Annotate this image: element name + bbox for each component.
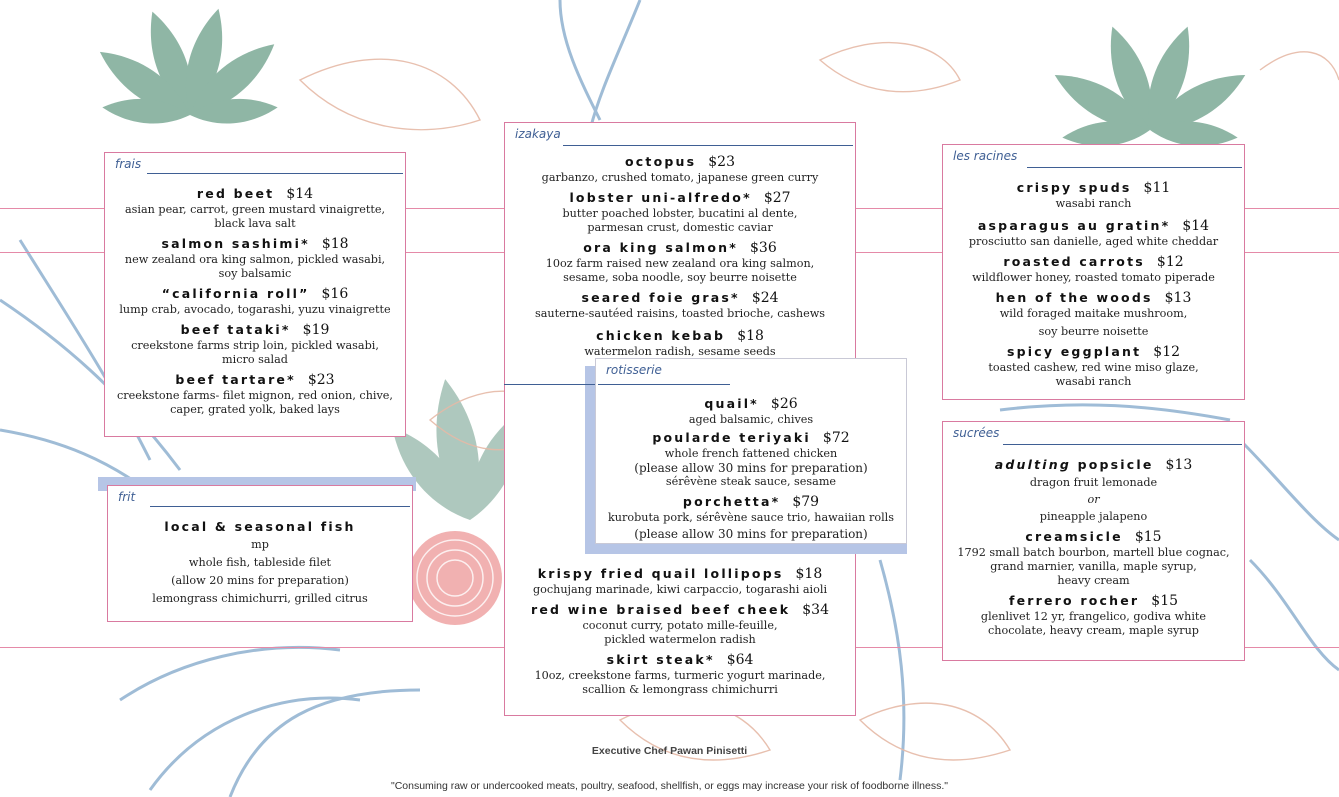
- item-desc: (allow 20 mins for preparation): [171, 574, 349, 587]
- item-desc: 10oz, creekstone farms, turmeric yogurt marinade,: [534, 669, 826, 682]
- item-name: creamsicle: [1025, 529, 1123, 544]
- item-name: poularde teriyaki: [652, 430, 811, 445]
- menu-item: [943, 528, 1244, 588]
- item-desc: sesame, soba noodle, soy beurre noisette: [563, 271, 797, 284]
- item-price: $12: [1156, 254, 1184, 270]
- menu-item: [596, 493, 906, 541]
- menu-item: [596, 395, 906, 427]
- item-desc: scallion & lemongrass chimichurri: [582, 683, 778, 696]
- item-price: $13: [1164, 290, 1192, 306]
- item-price: $12: [1153, 344, 1181, 360]
- item-desc: sérêvène steak sauce, sesame: [665, 475, 837, 488]
- item-name: krispy fried quail lollipops: [537, 566, 784, 581]
- item-price: $23: [708, 154, 735, 170]
- item-desc: butter poached lobster, bucatini al dente,: [562, 207, 798, 220]
- item-price: $18: [737, 328, 764, 344]
- menu-item: [505, 651, 855, 697]
- menu-item: [505, 565, 855, 597]
- item-name: local & seasonal fish: [164, 519, 356, 534]
- item-desc: mp: [251, 538, 269, 551]
- item-desc: aged balsamic, chives: [688, 413, 814, 426]
- item-price: $11: [1143, 180, 1171, 196]
- item-price: $14: [1182, 218, 1210, 234]
- item-desc: asian pear, carrot, green mustard vinaigrette,: [124, 203, 386, 216]
- item-desc: glenlivet 12 yr, frangelico, godiva white: [980, 610, 1207, 623]
- item-desc: kurobuta pork, sérêvène sauce trio, hawaiian rolls: [608, 511, 894, 524]
- rotisserie-rule-left: [504, 384, 596, 385]
- frais-section: [104, 152, 406, 437]
- item-price: $16: [321, 286, 349, 302]
- item-price: $79: [792, 494, 820, 510]
- menu-item: [105, 285, 405, 317]
- rotisserie-accent-bar: [585, 366, 595, 554]
- item-price: $15: [1151, 593, 1179, 609]
- menu-item: [505, 289, 855, 321]
- item-price: $13: [1165, 457, 1193, 473]
- sucrees-section: [942, 421, 1245, 661]
- item-desc: pineapple jalapeno: [1039, 510, 1148, 523]
- menu-item: [105, 371, 405, 417]
- item-desc: whole fish, tableside filet: [188, 556, 332, 569]
- item-desc: micro salad: [222, 353, 288, 366]
- item-name: hen of the woods: [995, 290, 1153, 305]
- menu-item: [943, 217, 1244, 249]
- menu-item: [105, 235, 405, 281]
- item-name: asparagus au gratin*: [977, 218, 1171, 233]
- frit-section: [107, 485, 413, 622]
- item-name: red beet: [196, 186, 275, 201]
- menu-item: [943, 289, 1244, 339]
- item-name: lobster uni-alfredo*: [569, 190, 752, 205]
- item-desc: 1792 small batch bourbon, martell blue cognac,: [957, 546, 1230, 559]
- section-rule: [1027, 167, 1242, 168]
- menu-item: [105, 321, 405, 367]
- item-name: porchetta*: [682, 494, 781, 509]
- item-desc: creekstone farms- filet mignon, red onion, chive,: [117, 389, 393, 402]
- item-price: $23: [307, 372, 335, 388]
- item-name: spicy eggplant: [1006, 344, 1142, 359]
- item-name: skirt steak*: [606, 652, 715, 667]
- menu-item: [943, 253, 1244, 285]
- section-title: frit: [118, 490, 136, 504]
- item-desc: gochujang marinade, kiwi carpaccio, togarashi aioli: [532, 583, 828, 596]
- chef-credit: Executive Chef Pawan Pinisetti: [591, 745, 748, 757]
- item-desc: pickled watermelon radish: [604, 633, 756, 646]
- item-desc: caper, grated yolk, baked lays: [170, 403, 340, 416]
- menu-item: [943, 456, 1244, 524]
- item-price: $27: [763, 190, 791, 206]
- les-racines-section: [942, 144, 1245, 400]
- item-price: $64: [726, 652, 754, 668]
- item-desc: watermelon radish, sesame seeds: [584, 345, 776, 358]
- menu-item: [105, 185, 405, 231]
- item-price: $14: [286, 186, 314, 202]
- item-desc: black lava salt: [214, 217, 296, 230]
- item-desc: whole french fattened chicken: [664, 447, 838, 460]
- food-safety-disclaimer: "Consuming raw or undercooked meats, poultry, seafood, shellfish, or eggs may increase your risk of foodborne illness.": [390, 780, 949, 792]
- rotisserie-accent-bottom: [585, 544, 907, 554]
- item-price: $24: [751, 290, 779, 306]
- section-title: izakaya: [515, 127, 561, 141]
- menu-item: [505, 153, 855, 185]
- item-price: $72: [822, 430, 850, 446]
- item-desc: creekstone farms strip loin, pickled wasabi,: [131, 339, 379, 352]
- item-name: ferrero rocher: [1008, 593, 1140, 608]
- item-name: popsicle: [1077, 457, 1154, 472]
- item-name: seared foie gras*: [581, 290, 740, 305]
- item-desc: prosciutto san danielle, aged white cheddar: [968, 235, 1219, 248]
- item-desc: (please allow 30 mins for preparation): [634, 461, 868, 475]
- menu-item: [943, 343, 1244, 389]
- rotisserie-section: [595, 358, 907, 544]
- item-name: beef tartare*: [175, 372, 296, 387]
- item-desc: wild foraged maitake mushroom,: [999, 307, 1188, 320]
- item-name: chicken kebab: [596, 328, 726, 343]
- item-desc: dragon fruit lemonade: [1029, 476, 1158, 489]
- green-leaves-top-right: [1047, 21, 1253, 149]
- item-price: $15: [1134, 529, 1162, 545]
- item-price: $36: [750, 240, 777, 256]
- item-desc: wasabi ranch: [1055, 375, 1132, 388]
- item-name: salmon sashimi*: [161, 236, 310, 251]
- pink-circle-ornament: [408, 531, 502, 625]
- menu-item: [943, 592, 1244, 638]
- item-desc: lemongrass chimichurri, grilled citrus: [152, 592, 368, 605]
- item-name: beef tataki*: [180, 322, 291, 337]
- item-name-italic: adulting: [994, 457, 1071, 472]
- item-name: crispy spuds: [1016, 180, 1132, 195]
- section-title: rotisserie: [606, 363, 662, 377]
- section-rule: [150, 506, 410, 507]
- item-desc: (please allow 30 mins for preparation): [634, 527, 868, 541]
- item-price: $18: [795, 566, 823, 582]
- item-name: “california roll”: [161, 286, 310, 301]
- item-desc: sauterne-sautéed raisins, toasted brioche, cashews: [534, 307, 826, 320]
- item-price: $19: [302, 322, 330, 338]
- item-desc: parmesan crust, domestic caviar: [587, 221, 773, 234]
- menu-item: [505, 327, 855, 359]
- item-desc: 10oz farm raised new zealand ora king salmon,: [545, 257, 815, 270]
- menu-item: [505, 239, 855, 285]
- item-price: $26: [770, 396, 798, 412]
- item-desc: soy balsamic: [218, 267, 292, 280]
- item-desc: garbanzo, crushed tomato, japanese green curry: [541, 171, 819, 184]
- item-price: $18: [321, 236, 349, 252]
- item-or: or: [1087, 493, 1100, 506]
- item-name: octopus: [625, 154, 697, 169]
- section-rule: [147, 173, 403, 174]
- section-rule: [1003, 444, 1242, 445]
- item-desc: wasabi ranch: [1055, 197, 1132, 210]
- item-desc: wildflower honey, roasted tomato piperade: [972, 271, 1215, 284]
- section-title: frais: [115, 157, 142, 171]
- item-desc: grand marnier, vanilla, maple syrup,: [990, 560, 1197, 573]
- section-title: sucrées: [953, 426, 1000, 440]
- item-name: red wine braised beef cheek: [531, 602, 791, 617]
- item-desc: coconut curry, potato mille-feuille,: [582, 619, 778, 632]
- item-desc: lump crab, avocado, togarashi, yuzu vinaigrette: [119, 303, 391, 316]
- item-name: roasted carrots: [1003, 254, 1145, 269]
- item-desc: heavy cream: [1057, 574, 1130, 587]
- section-rule: [598, 384, 730, 385]
- item-desc: soy beurre noisette: [1038, 325, 1149, 338]
- section-title: les racines: [953, 149, 1018, 163]
- item-name: ora king salmon*: [583, 240, 738, 255]
- menu-item: [943, 179, 1244, 211]
- item-desc: toasted cashew, red wine miso glaze,: [988, 361, 1199, 374]
- green-leaves-top-left: [91, 5, 284, 127]
- section-rule: [563, 145, 853, 146]
- item-name: quail*: [704, 396, 759, 411]
- menu-item: [596, 429, 906, 489]
- item-price: $34: [802, 602, 829, 618]
- menu-item: [505, 189, 855, 235]
- menu-item: [505, 601, 855, 647]
- item-desc: new zealand ora king salmon, pickled wasabi,: [124, 253, 386, 266]
- item-desc: chocolate, heavy cream, maple syrup: [988, 624, 1199, 637]
